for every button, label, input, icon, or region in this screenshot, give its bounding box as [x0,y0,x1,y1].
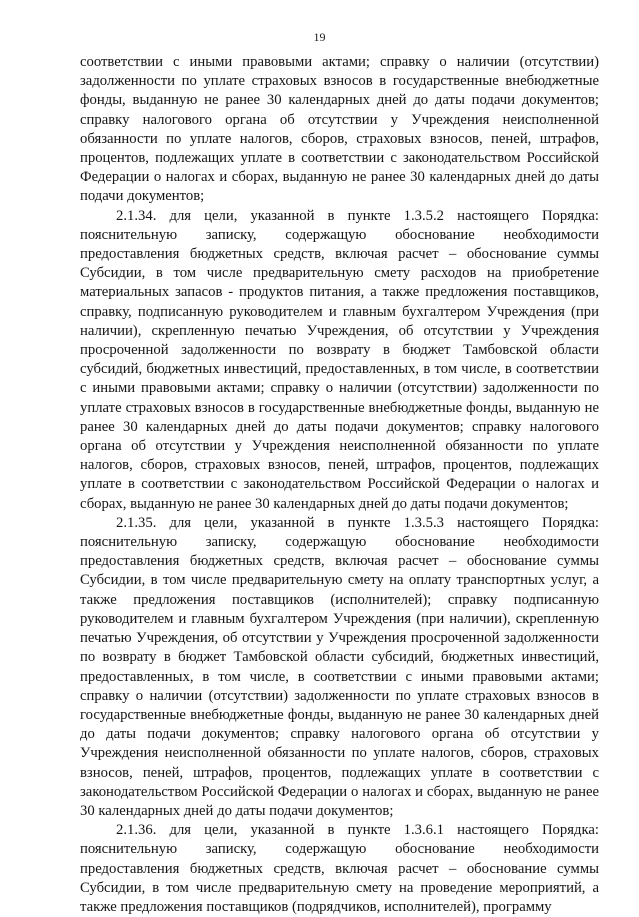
paragraph-2-1-35: 2.1.35. для цели, указанной в пункте 1.3.5.3 настоящего Порядка: пояснительную записку, содержащую обоснование необходимости предоставления бюджетных средств, включая расчет – обоснование суммы Субсидии, в том числе предварительную смету на оплату транспортных услуг, а также предложения поставщиков (исполнителей); справку подписанную руководителем и главным бухгалтером Учреждения (при наличии), скрепленную печатью Учреждения, об отсутствии у Учреждения просроченной задолженности по возврату в бюджет Тамбовской области субсидий, бюджетных инвестиций, предоставленных, в том числе, в соответствии с иными правовыми актами; справку о наличии (отсутствии) задолженности по уплате страховых взносов в государственные внебюджетные фонды, выданную не ранее 30 календарных дней до даты подачи документов; справку налогового органа об отсутствии у Учреждения неисполненной обязанности по уплате налогов, сборов, страховых взносов, пеней, штрафов, процентов, подлежащих уплате в соответствии с законодательством Российской Федерации о налогах и сборах, выданную не ранее 30 календарных дней до даты подачи документов; [80,514,599,819]
paragraph-continuation: соответствии с иными правовыми актами; справку о наличии (отсутствии) задолженности по уплате страховых взносов в государственные внебюджетные фонды, выданную не ранее 30 календарных дней до даты подачи документов; справку налогового органа об отсутствии у Учреждения неисполненной обязанности по уплате налогов, сборов, страховых взносов, пеней, штрафов, процентов, подлежащих уплате в соответствии с законодательством Российской Федерации о налогах и сборах, выданную не ранее 30 календарных дней до даты подачи документов; [80,54,599,205]
paragraph-2-1-34: 2.1.34. для цели, указанной в пункте 1.3.5.2 настоящего Порядка: пояснительную записку, содержащую обоснование необходимости предоставления бюджетных средств, включая расчет – обоснование суммы Субсидии, в том числе предварительную смету расходов на приобретение материальных запасов - продуктов питания, а также предложения поставщиков, справку, подписанную руководителем и главным бухгалтером Учреждения (при наличии), скрепленную печатью Учреждения, об отсутствии у Учреждения просроченной задолженности по возврату в бюджет Тамбовской области субсидий, бюджетных инвестиций, предоставленных, в том числе, в соответствии с иными правовыми актами; справку о наличии (отсутствии) задолженности по уплате страховых взносов в государственные внебюджетные фонды, выданную не ранее 30 календарных дней до даты подачи документов; справку налогового органа об отсутствии у Учреждения неисполненной обязанности по уплате налогов, сборов, страховых взносов, пеней, штрафов, процентов, подлежащих уплате в соответствии с законодательством Российской Федерации о налогах и сборах, выданную не ранее 30 календарных дней до даты подачи документов; [80,207,599,512]
document-body [80,53,599,917]
paragraph-2-1-36: 2.1.36. для цели, указанной в пункте 1.3.6.1 настоящего Порядка: пояснительную записку, содержащую обоснование необходимости предоставления бюджетных средств, включая расчет – обоснование суммы Субсидии, в том числе предварительную смету на проведение мероприятий, а также предложения поставщиков (подрядчиков, исполнителей), программу [80,822,599,915]
page-number: 19 [313,30,326,44]
